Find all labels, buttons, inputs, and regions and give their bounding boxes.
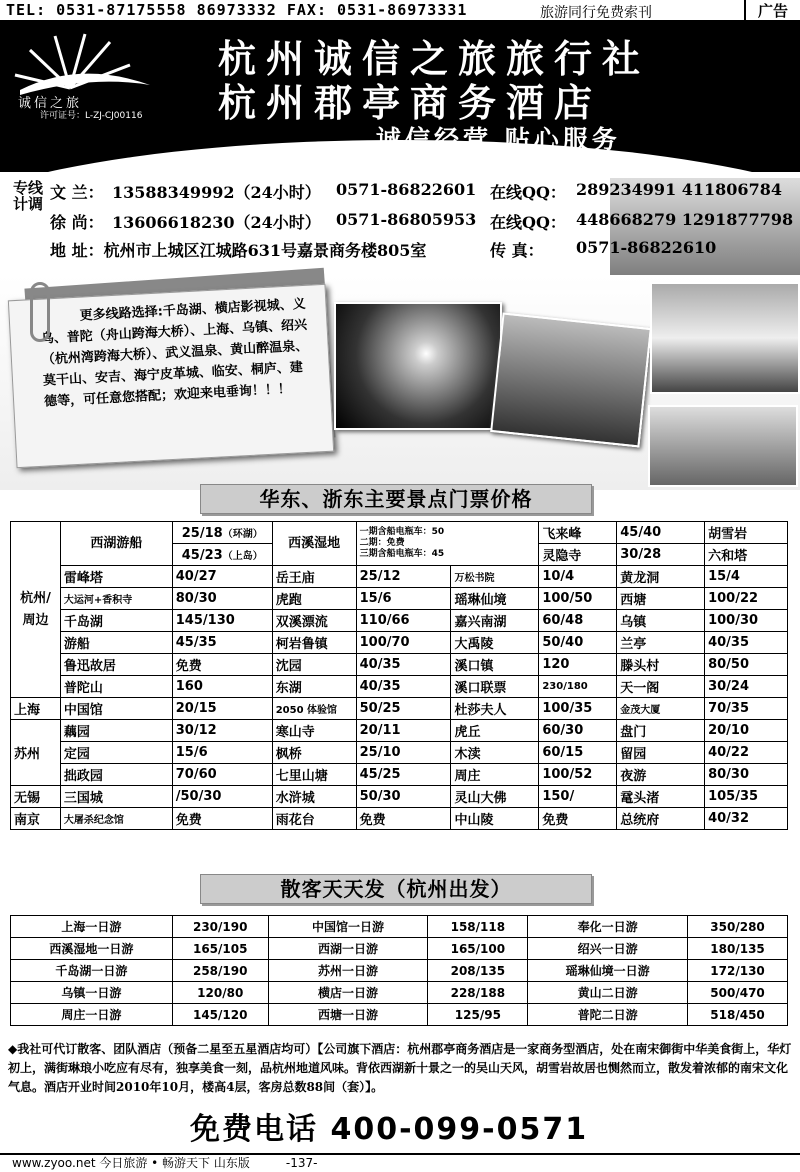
page-footer: www.zyoo.net 今日旅游 • 畅游天下 山东版 -137- xyxy=(0,1153,800,1172)
spot-name: 胡雪岩 xyxy=(705,522,788,544)
tour-name: 普陀二日游 xyxy=(528,1004,688,1026)
tour-name: 周庄一日游 xyxy=(11,1004,173,1026)
tour-name: 中国馆一日游 xyxy=(268,916,428,938)
tour-name: 上海一日游 xyxy=(11,916,173,938)
contact-phone: 0571-86822601 xyxy=(336,180,477,199)
fax-label: 传 真： xyxy=(490,241,544,260)
spot-name: 兰亭 xyxy=(617,632,705,654)
spot-price: 100/52 xyxy=(539,764,617,786)
spot-name: 木渎 xyxy=(451,742,539,764)
spot-price: 120 xyxy=(539,654,617,676)
tour-name: 瑶琳仙境一日游 xyxy=(528,960,688,982)
tour-name: 奉化一日游 xyxy=(528,916,688,938)
xihu-boat-name: 西湖游船 xyxy=(60,522,172,566)
shanghai-skyline-photo xyxy=(650,282,800,394)
spot-name: 周庄 xyxy=(451,764,539,786)
spot-price: 30/28 xyxy=(617,544,705,566)
spot-name: 金茂大厦 xyxy=(617,698,705,720)
tour-price: 518/450 xyxy=(688,1004,788,1026)
address: 地 址：杭州市上城区江城路631号嘉景商务楼805室 xyxy=(50,241,427,260)
hotel-notes: ◆我社可代订散客、团队酒店（预备二星至五星酒店均可）【公司旗下酒店：杭州郡亭商务酒店是一家商务型酒店，处在南宋御街中华美食街上，华灯初上，满街琳琅小吃应有尽有，独享美食一刻，品杭州地道风味。背依西湖新十景之一的吴山天风，胡雪岩故居也恻然而立，散发着浓郁的南宋文化气息。酒店开业时间2010年10月，楼高4层，客房总数88间（套）】。 xyxy=(8,1042,792,1094)
spot-price: 60/30 xyxy=(539,720,617,742)
xihu-price-1 xyxy=(172,522,272,544)
spot-price: 60/48 xyxy=(539,610,617,632)
fax-number: 0571-86822610 xyxy=(576,238,717,257)
spot-name: 灵隐寺 xyxy=(539,544,617,566)
table-row xyxy=(11,960,788,982)
spot-price: 40/35 xyxy=(356,654,451,676)
table-row xyxy=(11,566,788,588)
spot-price: 70/60 xyxy=(172,764,272,786)
spot-name: 黄龙洞 xyxy=(617,566,705,588)
contact-mobile: 13606618230（24小时） xyxy=(112,213,321,232)
spot-name: 留园 xyxy=(617,742,705,764)
spot-name: 西塘 xyxy=(617,588,705,610)
tour-name: 乌镇一日游 xyxy=(11,982,173,1004)
spot-price: 160 xyxy=(172,676,272,698)
table-row xyxy=(11,1004,788,1026)
price-note: （上岛） xyxy=(222,550,263,562)
tour-price: 125/95 xyxy=(428,1004,528,1026)
spot-price: 110/66 xyxy=(356,610,451,632)
spot-name: 游船 xyxy=(60,632,172,654)
spot-price: 80/30 xyxy=(705,764,788,786)
spot-name: 沈园 xyxy=(272,654,356,676)
contact-side-label: 专线计调 xyxy=(12,179,43,213)
spot-name: 中山陵 xyxy=(451,808,539,830)
spot-price: 100/50 xyxy=(539,588,617,610)
logo-text: 诚信之旅 xyxy=(18,96,83,111)
tour-name: 西塘一日游 xyxy=(268,1004,428,1026)
spot-name: 杜莎夫人 xyxy=(451,698,539,720)
spot-price: 25/10 xyxy=(356,742,451,764)
spot-price: 免费 xyxy=(172,808,272,830)
spot-price: 60/15 xyxy=(539,742,617,764)
company-name-agency: 杭州诚信之旅旅行社 xyxy=(218,36,651,81)
spot-price: 100/22 xyxy=(705,588,788,610)
table-row xyxy=(11,610,788,632)
region-shanghai: 上海 xyxy=(11,698,61,720)
xixi-phase-1: 一期含船电瓶车：50 xyxy=(359,527,445,537)
price: 25/18 xyxy=(181,525,223,541)
xixi-phase-3: 三期含船电瓶车：45 xyxy=(359,549,445,559)
luxun-statue-photo xyxy=(648,405,798,487)
ad-badge: 广告 xyxy=(744,0,800,22)
table-row xyxy=(11,982,788,1004)
spot-name: 大禹陵 xyxy=(451,632,539,654)
spot-price: 40/35 xyxy=(356,676,451,698)
spot-name: 寒山寺 xyxy=(272,720,356,742)
spot-price: 105/35 xyxy=(705,786,788,808)
header-tel-fax: TEL: 0531-87175558 86973332 FAX: 0531-86973331 xyxy=(6,1,468,19)
spot-name: 定园 xyxy=(60,742,172,764)
spot-price: 免费 xyxy=(539,808,617,830)
spot-price: 145/130 xyxy=(172,610,272,632)
spot-price: 30/12 xyxy=(172,720,272,742)
tour-name: 西湖一日游 xyxy=(268,938,428,960)
table-row xyxy=(11,808,788,830)
spot-price: 100/35 xyxy=(539,698,617,720)
tour-price: 165/100 xyxy=(428,938,528,960)
tour-name: 千岛湖一日游 xyxy=(11,960,173,982)
contact-phone: 0571-86805953 xyxy=(336,210,477,229)
water-town-photo xyxy=(490,312,652,447)
spot-price: 30/24 xyxy=(705,676,788,698)
spot-name: 双溪漂流 xyxy=(272,610,356,632)
tour-price: 208/135 xyxy=(428,960,528,982)
tour-name: 西溪湿地一日游 xyxy=(11,938,173,960)
paperclip-icon xyxy=(30,282,50,342)
spot-price: /50/30 xyxy=(172,786,272,808)
spot-name: 岳王庙 xyxy=(272,566,356,588)
spot-name: 七里山塘 xyxy=(272,764,356,786)
company-name-hotel: 杭州郡亭商务酒店 xyxy=(218,80,603,125)
spot-name: 总统府 xyxy=(617,808,705,830)
tour-price: 145/120 xyxy=(172,1004,268,1026)
spot-name: 六和塔 xyxy=(705,544,788,566)
xixi-name: 西溪湿地 xyxy=(272,522,356,566)
spot-name: 虎跑 xyxy=(272,588,356,610)
contact-mobile: 13588349992（24小时） xyxy=(112,183,321,202)
spot-name: 鲁迅故居 xyxy=(60,654,172,676)
spot-name: 溪口联票 xyxy=(451,676,539,698)
spot-price: 100/70 xyxy=(356,632,451,654)
slogan: 诚信经营 贴心服务 xyxy=(376,125,621,154)
table-row xyxy=(11,764,788,786)
spot-price: 15/6 xyxy=(172,742,272,764)
table-row xyxy=(11,632,788,654)
xihu-price-2 xyxy=(172,544,272,566)
spot-price: 100/30 xyxy=(705,610,788,632)
spot-name: 虎丘 xyxy=(451,720,539,742)
tour-name: 黄山二日游 xyxy=(528,982,688,1004)
license-number: 许可证号：L-ZJ-CJ00116 xyxy=(40,111,143,121)
top-bar xyxy=(0,0,800,22)
spot-price: 45/40 xyxy=(617,522,705,544)
table-row xyxy=(11,676,788,698)
route-note-text: 更多线路选择:千岛湖、横店影视城、义乌、普陀（舟山跨海大桥）、上海、乌镇、绍兴（杭州湾跨海大桥）、武义温泉、黄山醉温泉、莫干山、安吉、海宁皮革城、临安、桐庐、建德等，可任意您搭配；欢迎来电垂询！！！ xyxy=(40,296,309,410)
free-call-number: 免费电话 400-099-0571 xyxy=(190,1112,589,1147)
region-suzhou: 苏州 xyxy=(11,720,61,786)
sun-logo-icon xyxy=(10,30,160,100)
spot-name: 嘉兴南湖 xyxy=(451,610,539,632)
spot-name: 滕头村 xyxy=(617,654,705,676)
spot-name: 柯岩鲁镇 xyxy=(272,632,356,654)
table-row xyxy=(11,588,788,610)
spot-name: 夜游 xyxy=(617,764,705,786)
spot-name: 中国馆 xyxy=(60,698,172,720)
xixi-prices xyxy=(356,522,539,566)
spot-name: 拙政园 xyxy=(60,764,172,786)
daily-tour-table xyxy=(10,915,788,1026)
spot-name: 万松书院 xyxy=(451,566,539,588)
table-row xyxy=(11,916,788,938)
spot-price: 40/32 xyxy=(705,808,788,830)
table-row xyxy=(11,742,788,764)
spot-price: 20/15 xyxy=(172,698,272,720)
spot-price: 免费 xyxy=(172,654,272,676)
tour-name: 横店一日游 xyxy=(268,982,428,1004)
xixi-phase-2: 二期：免费 xyxy=(359,538,405,548)
spot-price: 25/12 xyxy=(356,566,451,588)
spot-name: 大屠杀纪念馆 xyxy=(60,808,172,830)
region-hangzhou: 杭州/周边 xyxy=(11,522,61,698)
spot-name: 水浒城 xyxy=(272,786,356,808)
spot-name: 溪口镇 xyxy=(451,654,539,676)
region-nanjing: 南京 xyxy=(11,808,61,830)
tour-price: 158/118 xyxy=(428,916,528,938)
spot-name: 枫桥 xyxy=(272,742,356,764)
spot-name: 灵山大佛 xyxy=(451,786,539,808)
spot-name: 飞来峰 xyxy=(539,522,617,544)
spot-name: 雷峰塔 xyxy=(60,566,172,588)
spot-price: 15/6 xyxy=(356,588,451,610)
table-row xyxy=(11,720,788,742)
spot-name: 千岛湖 xyxy=(60,610,172,632)
spot-name: 大运河+香积寺 xyxy=(60,588,172,610)
spot-name: 雨花台 xyxy=(272,808,356,830)
price-note: （环湖） xyxy=(222,528,263,540)
qq-label: 在线QQ： xyxy=(490,213,566,232)
spot-name: 瑶琳仙境 xyxy=(451,588,539,610)
tour-price: 228/188 xyxy=(428,982,528,1004)
spot-name: 三国城 xyxy=(60,786,172,808)
spot-name: 天一阁 xyxy=(617,676,705,698)
company-banner xyxy=(0,22,800,172)
table-row xyxy=(11,654,788,676)
spot-price: 40/27 xyxy=(172,566,272,588)
spot-price: 45/25 xyxy=(356,764,451,786)
table-row xyxy=(11,698,788,720)
price: 45/23 xyxy=(181,547,223,563)
qq-label: 在线QQ： xyxy=(490,183,566,202)
qq-number: 289234991 411806784 xyxy=(576,180,782,199)
spot-price: 230/180 xyxy=(539,676,617,698)
table-row xyxy=(11,938,788,960)
spot-price: 20/11 xyxy=(356,720,451,742)
spot-price: 20/10 xyxy=(705,720,788,742)
spot-name: 鼋头渚 xyxy=(617,786,705,808)
spot-name: 盘门 xyxy=(617,720,705,742)
spot-price: 45/35 xyxy=(172,632,272,654)
tour-name: 绍兴一日游 xyxy=(528,938,688,960)
spot-price: 15/4 xyxy=(705,566,788,588)
tour-price: 165/105 xyxy=(172,938,268,960)
tour-price: 230/190 xyxy=(172,916,268,938)
tour-section-title: 散客天天发（杭州出发） xyxy=(200,874,592,904)
spot-name: 乌镇 xyxy=(617,610,705,632)
route-note-card xyxy=(8,284,334,468)
table-row xyxy=(11,786,788,808)
region-wuxi: 无锡 xyxy=(11,786,61,808)
ticket-price-table xyxy=(10,521,788,830)
tour-price: 258/190 xyxy=(172,960,268,982)
pagoda-sunset-photo xyxy=(334,302,502,430)
spot-price: 10/4 xyxy=(539,566,617,588)
tour-price: 172/130 xyxy=(688,960,788,982)
tour-price: 350/280 xyxy=(688,916,788,938)
tour-price: 500/470 xyxy=(688,982,788,1004)
spot-price: 50/40 xyxy=(539,632,617,654)
spot-price: 50/30 xyxy=(356,786,451,808)
contact-name: 徐 尚： xyxy=(50,213,104,232)
spot-price: 150/ xyxy=(539,786,617,808)
spot-price: 40/35 xyxy=(705,632,788,654)
contact-name: 文 兰： xyxy=(50,183,104,202)
header-free-copy: 旅游同行免费索刊 xyxy=(540,5,652,21)
tour-price: 120/80 xyxy=(172,982,268,1004)
spot-price: 50/25 xyxy=(356,698,451,720)
ticket-section-title: 华东、浙东主要景点门票价格 xyxy=(200,484,592,514)
spot-price: 80/30 xyxy=(172,588,272,610)
tour-price: 180/135 xyxy=(688,938,788,960)
table-row xyxy=(11,522,788,544)
spot-price: 免费 xyxy=(356,808,451,830)
spot-name: 2050 体验馆 xyxy=(272,698,356,720)
spot-price: 70/35 xyxy=(705,698,788,720)
spot-price: 80/50 xyxy=(705,654,788,676)
tour-name: 苏州一日游 xyxy=(268,960,428,982)
spot-name: 藕园 xyxy=(60,720,172,742)
qq-number: 448668279 1291877798 xyxy=(576,210,794,229)
spot-name: 普陀山 xyxy=(60,676,172,698)
spot-price: 40/22 xyxy=(705,742,788,764)
spot-name: 东湖 xyxy=(272,676,356,698)
